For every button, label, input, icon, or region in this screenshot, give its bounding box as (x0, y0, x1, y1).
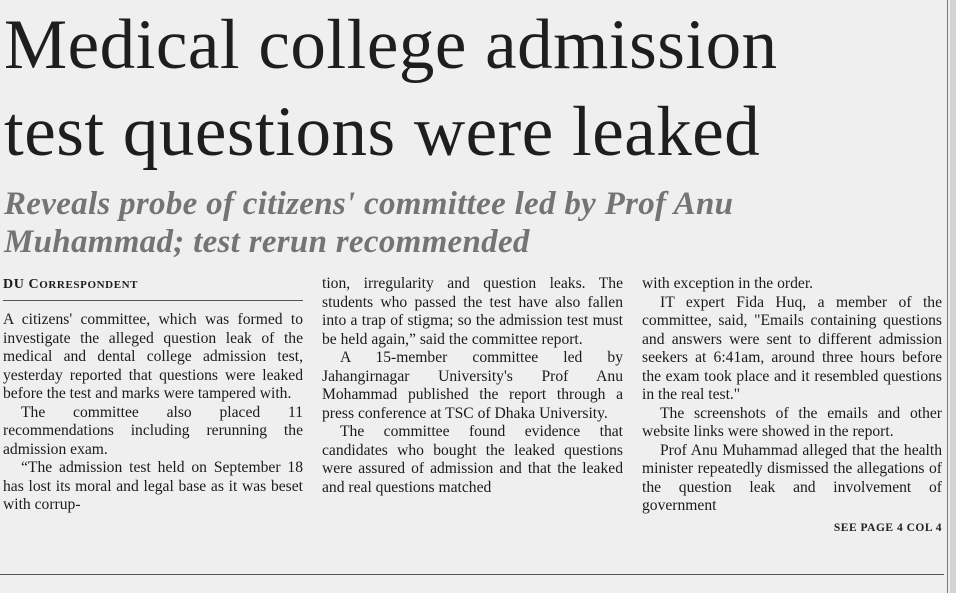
byline-prefix: DU C (3, 277, 40, 292)
byline-rest: ORRESPONDENT (39, 279, 139, 291)
headline-line-1: Medical college admission (4, 6, 778, 84)
continuation-jump: SEE PAGE 4 COL 4 (833, 521, 942, 534)
headline (4, 2, 944, 176)
article-column-3 (642, 275, 942, 537)
paragraph: A citizens' committee, which was formed to investigate the alleged question leak of the medical and dental college admission test, yesterday reported that questions were leaked before the test and marks were tampered with. (3, 311, 303, 402)
paragraph: “The admission test held on September 18 has lost its moral and legal base as it was beset with corrup- (3, 459, 303, 513)
headline-line-2: test questions were leaked (4, 93, 761, 171)
bottom-rule (0, 574, 944, 575)
subheadline (4, 185, 944, 261)
article-column-1 (3, 275, 303, 515)
subheadline-line-2: Muhammad; test rerun recommended (4, 224, 530, 260)
article-column-2 (322, 275, 623, 497)
byline (3, 275, 303, 301)
paragraph: The committee also placed 11 recommendations including rerunning the admission exam. (3, 403, 303, 458)
paragraph: Prof Anu Muhammad alleged that the health minister repeatedly dismissed the allegations of the question leak and involvement of government (642, 441, 942, 514)
paragraph: IT expert Fida Huq, a member of the committee, said, "Emails containing questions and answers were sent to different admission seekers at 6:41am, around three hours before the exam took place and it resembled questions in the real test." (642, 293, 942, 403)
paragraph: tion, irregularity and question leaks. The students who passed the test have also fallen into a trap of stigma; so the admission test must be held again,” said the committee report. (322, 275, 623, 348)
page-edge (950, 0, 956, 593)
right-rule (947, 0, 948, 593)
subheadline-line-1: Reveals probe of citizens' committee led by Prof Anu (4, 186, 734, 222)
paragraph: A 15-member committee led by Jahangirnagar University's Prof Anu Mohammad published the report through a press conference at TSC of Dhaka University. (322, 349, 623, 422)
paragraph: The screenshots of the emails and other website links were showed in the report. (642, 404, 942, 440)
paragraph: The committee found evidence that candidates who bought the leaked questions were assured of admission and that the leaked and real questions matched (322, 423, 623, 496)
paragraph: with exception in the order. (642, 275, 814, 292)
